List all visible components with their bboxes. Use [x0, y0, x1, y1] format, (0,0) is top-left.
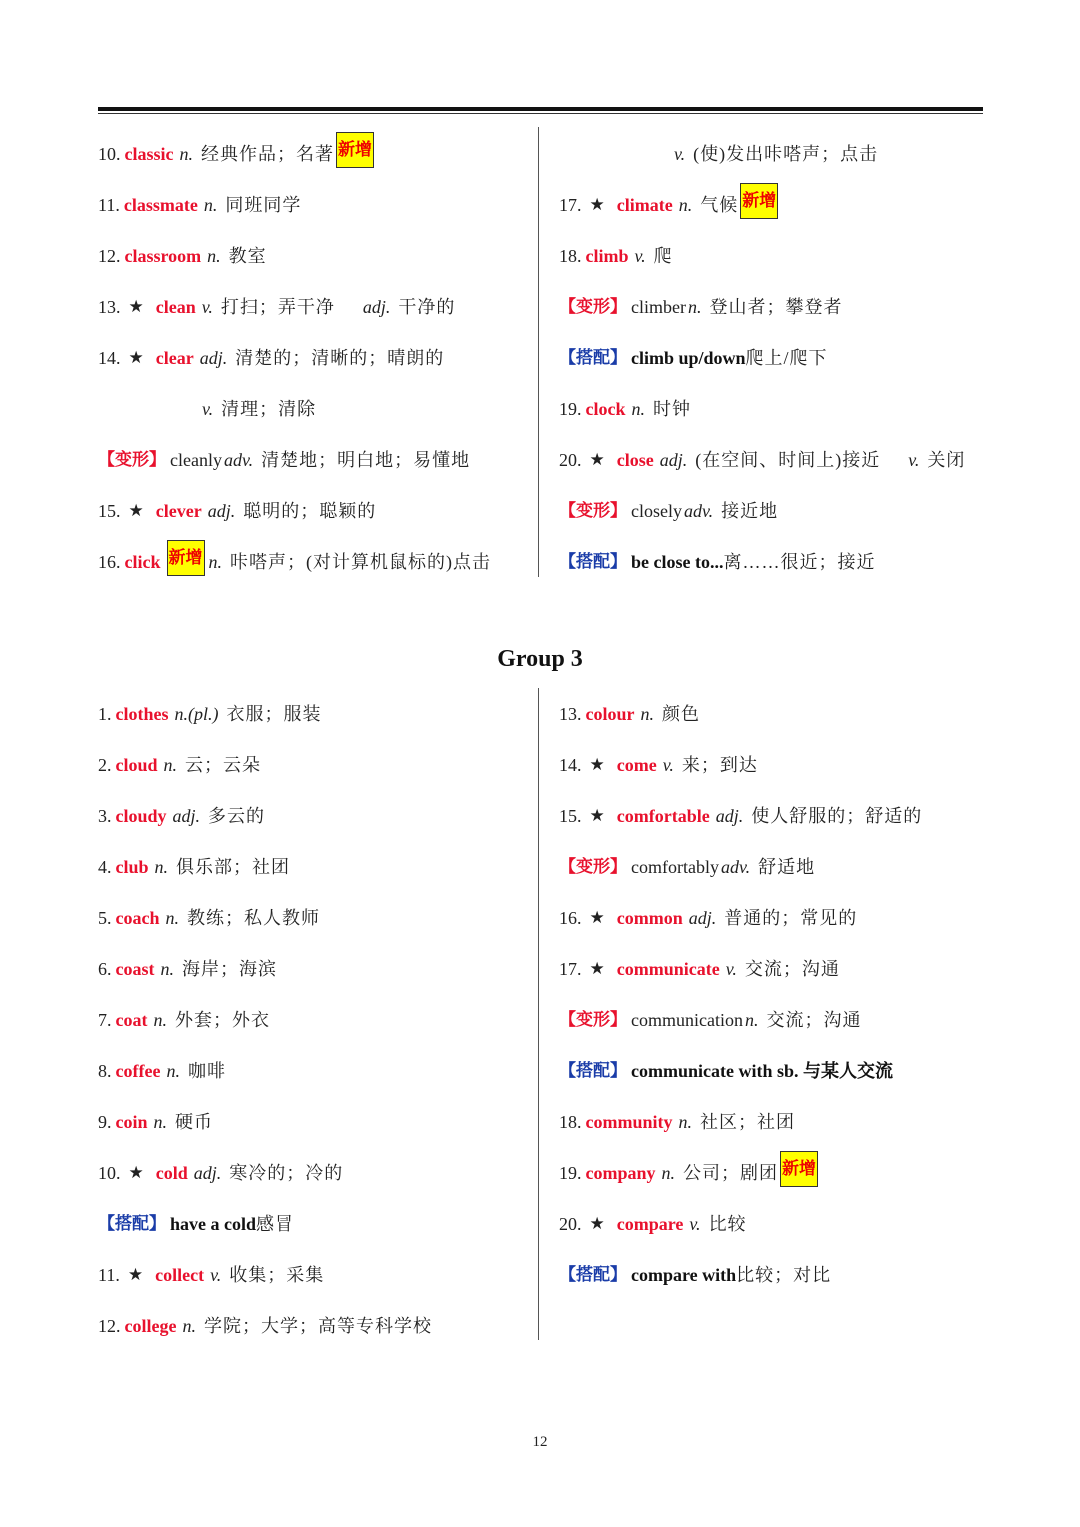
part-of-speech: n. — [207, 246, 221, 266]
definition: 清楚地；明白地；易懂地 — [261, 450, 471, 470]
headword: come — [616, 755, 657, 775]
part-of-speech: n. — [166, 1061, 180, 1081]
definition-2: 关闭 — [927, 450, 966, 470]
headword: classmate — [123, 195, 198, 215]
entry-number: 11. — [98, 195, 120, 215]
column-divider-top — [538, 127, 539, 577]
derived-word: closely — [631, 501, 682, 521]
entry-number: 4. — [98, 857, 112, 877]
note-tag: 【变形】 — [559, 501, 627, 521]
vocab-entry — [559, 192, 780, 218]
part-of-speech-2: adj. — [362, 297, 391, 317]
star-icon: ★ — [589, 195, 605, 215]
definition: 经典作品；名著 — [201, 144, 334, 164]
derived-word: climber — [631, 297, 686, 317]
headword: clean — [155, 297, 196, 317]
definition-2: 干净的 — [398, 297, 456, 317]
vocab-entry — [98, 192, 301, 218]
entry-number: 18. — [559, 1112, 582, 1132]
headword: coat — [115, 1010, 148, 1030]
part-of-speech: n. — [154, 857, 169, 877]
headword: common — [616, 908, 683, 928]
entry-number: 8. — [98, 1061, 112, 1081]
star-icon: ★ — [589, 908, 605, 928]
definition: 颜色 — [662, 704, 700, 724]
part-of-speech: n. — [153, 1010, 167, 1030]
part-of-speech: n. — [744, 1010, 759, 1030]
definition: 衣服；服装 — [226, 704, 322, 724]
entry-number: 2. — [98, 755, 112, 775]
vocab-entry — [559, 803, 922, 829]
star-icon: ★ — [589, 755, 605, 775]
vocab-entry — [98, 1058, 226, 1084]
entry-number: 12. — [98, 1316, 121, 1336]
definition: 舒适地 — [758, 857, 816, 877]
part-of-speech: n. — [631, 399, 645, 419]
headword: close — [616, 450, 654, 470]
vocab-entry — [98, 1109, 213, 1135]
entry-number: 19. — [559, 399, 582, 419]
vocab-entry — [98, 549, 491, 575]
definition: 比较；对比 — [736, 1265, 832, 1285]
definition: 离……很近；接近 — [723, 552, 876, 572]
vocab-entry — [98, 1313, 432, 1339]
star-icon: ★ — [128, 1163, 144, 1183]
vocab-entry — [98, 345, 444, 371]
headword: clever — [155, 501, 202, 521]
part-of-speech: v. — [210, 1265, 222, 1285]
part-of-speech: n. — [640, 704, 654, 724]
definition: 比较 — [708, 1214, 747, 1234]
part-of-speech: n. — [163, 755, 178, 775]
part-of-speech: adj. — [688, 908, 717, 928]
note-tag: 【变形】 — [559, 1010, 627, 1030]
part-of-speech: adj. — [715, 806, 744, 826]
definition: 云；云朵 — [185, 755, 262, 775]
part-of-speech: adj. — [659, 450, 688, 470]
headword: cloudy — [115, 806, 167, 826]
definition: 外套；外衣 — [174, 1010, 270, 1030]
part-of-speech: n. — [678, 1112, 692, 1132]
definition: 打扫；弄干净 — [220, 297, 335, 317]
part-of-speech: v. — [202, 399, 214, 419]
note-tag: 【搭配】 — [98, 1214, 166, 1234]
definition: 清楚的；清晰的；晴朗的 — [235, 348, 445, 368]
vocab-entry — [98, 1262, 324, 1288]
entry-number: 17. — [559, 195, 582, 215]
note-row — [559, 345, 828, 371]
new-badge: 新增 — [780, 1151, 818, 1187]
headword: coin — [115, 1112, 148, 1132]
headword: clear — [155, 348, 194, 368]
derived-word: comfortably — [631, 857, 719, 877]
headword: clothes — [115, 704, 169, 724]
note-tag: 【搭配】 — [559, 552, 627, 572]
part-of-speech: v. — [662, 755, 674, 775]
star-icon: ★ — [128, 348, 144, 368]
new-badge: 新增 — [167, 540, 205, 576]
vocab-entry — [98, 854, 290, 880]
vocab-entry — [98, 243, 267, 269]
definition: 气候 — [700, 195, 739, 215]
headword: classic — [124, 144, 174, 164]
definition: 社区；社团 — [700, 1112, 795, 1132]
part-of-speech: v. — [689, 1214, 701, 1234]
vocab-entry — [559, 1160, 820, 1186]
vocab-entry — [98, 956, 277, 982]
headword: coffee — [115, 1061, 161, 1081]
headword: comfortable — [616, 806, 710, 826]
definition: 普通的；常见的 — [724, 908, 858, 928]
headword: collect — [155, 1265, 205, 1285]
part-of-speech: n. — [687, 297, 702, 317]
collocation: have a cold — [170, 1214, 257, 1234]
definition: 时钟 — [653, 399, 691, 419]
entry-number: 16. — [98, 552, 121, 572]
part-of-speech: adv. — [720, 857, 751, 877]
entry-number: 19. — [559, 1163, 582, 1183]
definition: 登山者；攀登者 — [709, 297, 843, 317]
note-tag: 【变形】 — [559, 297, 627, 317]
part-of-speech: v. — [674, 144, 686, 164]
note-tag: 【变形】 — [98, 450, 166, 470]
headword: cold — [155, 1163, 188, 1183]
definition: 感冒 — [256, 1214, 295, 1234]
definition: 收集；采集 — [229, 1265, 325, 1285]
note-tag: 【变形】 — [559, 857, 627, 877]
new-badge: 新增 — [336, 132, 374, 168]
part-of-speech: adv. — [223, 450, 254, 470]
part-of-speech: n.(pl.) — [174, 704, 219, 724]
part-of-speech: n. — [182, 1316, 196, 1336]
header-rule-thin — [98, 113, 983, 114]
vocab-entry — [98, 1160, 343, 1186]
definition: 同班同学 — [225, 195, 302, 215]
headword: colour — [585, 704, 635, 724]
definition: (在空间、时间上)接近 — [695, 450, 881, 470]
note-row — [559, 1058, 893, 1084]
entry-number: 15. — [98, 501, 121, 521]
note-row — [559, 1007, 861, 1033]
part-of-speech-2: v. — [908, 450, 920, 470]
page-number: 12 — [532, 1434, 548, 1450]
entry-number: 10. — [98, 144, 121, 164]
part-of-speech: n. — [179, 144, 193, 164]
header-rule-thick — [98, 107, 983, 111]
definition: 教练；私人教师 — [187, 908, 320, 928]
note-row — [559, 854, 815, 880]
new-badge: 新增 — [740, 183, 778, 219]
collocation: climb up/down — [631, 348, 746, 368]
headword: coach — [115, 908, 160, 928]
definition: 接近地 — [721, 501, 779, 521]
definition: 聪明的；聪颖的 — [243, 501, 377, 521]
collocation: communicate with sb. 与某人交流 — [631, 1061, 893, 1081]
part-of-speech: n. — [208, 552, 222, 572]
note-row — [559, 1262, 831, 1288]
definition: 爬上/爬下 — [745, 348, 828, 368]
headword: classroom — [124, 246, 202, 266]
entry-number: 6. — [98, 959, 112, 979]
headword: clock — [585, 399, 626, 419]
vocab-entry — [98, 701, 322, 727]
vocab-entry — [559, 396, 691, 422]
star-icon: ★ — [128, 297, 144, 317]
definition: 咖啡 — [187, 1061, 226, 1081]
definition: 交流；沟通 — [766, 1010, 862, 1030]
headword: compare — [616, 1214, 684, 1234]
column-divider-bottom — [538, 688, 539, 1340]
note-row — [98, 1211, 294, 1237]
entry-number: 12. — [98, 246, 121, 266]
definition: 公司；剧团 — [683, 1163, 779, 1183]
definition: 寒冷的；冷的 — [229, 1163, 344, 1183]
vocab-entry — [559, 447, 965, 473]
note-tag: 【搭配】 — [559, 1061, 627, 1081]
group-title: Group 3 — [497, 646, 583, 672]
entry-number: 16. — [559, 908, 582, 928]
part-of-speech: adv. — [684, 501, 714, 521]
part-of-speech: v. — [201, 297, 213, 317]
vocab-entry — [98, 1007, 270, 1033]
vocab-entry — [98, 498, 376, 524]
star-icon: ★ — [589, 1214, 605, 1234]
vocab-entry — [200, 396, 316, 422]
note-row — [559, 549, 875, 575]
part-of-speech: adj. — [207, 501, 236, 521]
star-icon: ★ — [127, 1265, 144, 1285]
definition: 学院；大学；高等专科学校 — [203, 1316, 432, 1336]
vocab-entry — [559, 956, 840, 982]
note-tag: 【搭配】 — [559, 1265, 627, 1285]
entry-number: 17. — [559, 959, 582, 979]
definition: (使)发出咔嗒声；点击 — [693, 144, 879, 164]
part-of-speech: v. — [725, 959, 737, 979]
part-of-speech: n. — [165, 908, 179, 928]
part-of-speech: n. — [661, 1163, 676, 1183]
definition: 来；到达 — [681, 755, 758, 775]
collocation: compare with — [631, 1265, 737, 1285]
star-icon: ★ — [589, 450, 605, 470]
definition: 硬币 — [175, 1112, 214, 1132]
part-of-speech: n. — [203, 195, 218, 215]
headword: communicate — [616, 959, 720, 979]
definition: 教室 — [228, 246, 267, 266]
definition: 多云的 — [208, 806, 266, 826]
entry-number: 1. — [98, 704, 112, 724]
headword: coast — [115, 959, 155, 979]
entry-number: 5. — [98, 908, 112, 928]
definition: 使人舒服的；舒适的 — [751, 806, 923, 826]
note-row — [98, 447, 470, 473]
note-tag: 【搭配】 — [559, 348, 627, 368]
note-row — [559, 498, 778, 524]
star-icon: ★ — [589, 959, 605, 979]
entry-number: 20. — [559, 450, 582, 470]
headword: company — [585, 1163, 656, 1183]
vocab-entry — [559, 905, 857, 931]
part-of-speech: adj. — [172, 806, 201, 826]
vocab-entry — [98, 803, 265, 829]
part-of-speech: n. — [160, 959, 174, 979]
headword: climate — [616, 195, 673, 215]
vocab-entry — [98, 752, 261, 778]
vocab-entry — [98, 905, 320, 931]
headword: community — [585, 1112, 673, 1132]
part-of-speech: v. — [634, 246, 646, 266]
star-icon: ★ — [589, 806, 605, 826]
vocab-entry — [559, 1109, 795, 1135]
entry-number: 13. — [559, 704, 582, 724]
definition: 咔嗒声；(对计算机鼠标的)点击 — [230, 552, 491, 572]
entry-number: 14. — [98, 348, 121, 368]
vocab-entry — [559, 752, 758, 778]
entry-number: 14. — [559, 755, 582, 775]
part-of-speech: n. — [153, 1112, 168, 1132]
headword: cloud — [115, 755, 158, 775]
entry-number: 18. — [559, 246, 582, 266]
note-row — [559, 294, 842, 320]
vocab-entry — [559, 1211, 747, 1237]
definition: 清理；清除 — [221, 399, 317, 419]
collocation: be close to... — [631, 552, 724, 572]
entry-number: 7. — [98, 1010, 112, 1030]
star-icon: ★ — [128, 501, 144, 521]
definition: 爬 — [653, 246, 673, 266]
part-of-speech: adj. — [199, 348, 228, 368]
vocab-entry — [559, 701, 700, 727]
entry-number: 20. — [559, 1214, 582, 1234]
entry-number: 10. — [98, 1163, 121, 1183]
headword: click — [124, 552, 161, 572]
part-of-speech: n. — [678, 195, 693, 215]
vocab-entry — [559, 243, 673, 269]
headword: college — [124, 1316, 177, 1336]
entry-number: 13. — [98, 297, 121, 317]
definition: 俱乐部；社团 — [176, 857, 291, 877]
vocab-entry — [672, 141, 878, 167]
derived-word: communication — [631, 1010, 743, 1030]
entry-number: 11. — [98, 1265, 120, 1285]
vocab-entry — [98, 141, 376, 167]
vocab-entry — [98, 294, 455, 320]
definition: 交流；沟通 — [744, 959, 840, 979]
derived-word: cleanly — [170, 450, 222, 470]
entry-number: 9. — [98, 1112, 112, 1132]
headword: club — [115, 857, 149, 877]
headword: climb — [585, 246, 629, 266]
definition: 海岸；海滨 — [182, 959, 277, 979]
entry-number: 3. — [98, 806, 112, 826]
entry-number: 15. — [559, 806, 582, 826]
part-of-speech: adj. — [193, 1163, 222, 1183]
